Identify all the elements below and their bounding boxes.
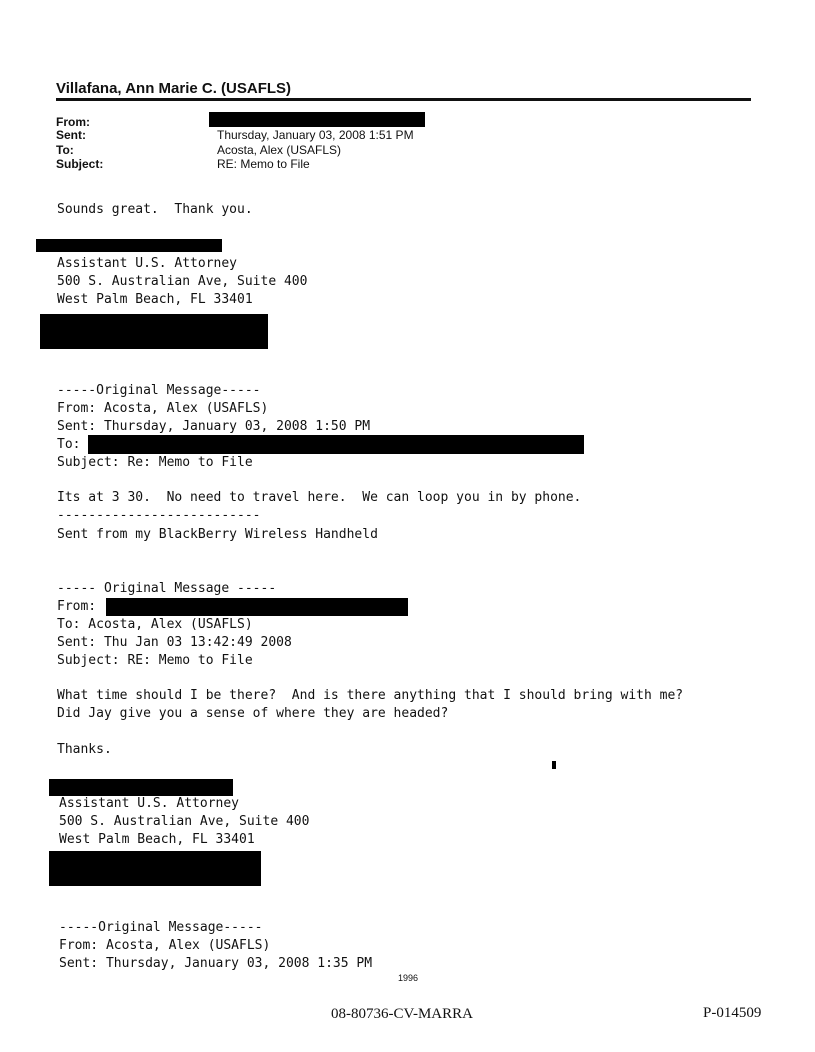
- signature2-city: West Palm Beach, FL 33401: [59, 832, 255, 847]
- sent-value: Thursday, January 03, 2008 1:51 PM: [217, 128, 414, 142]
- reply-text: Sounds great. Thank you.: [57, 202, 253, 217]
- redaction-sig1-name: [36, 239, 222, 252]
- msg2-subject: Subject: RE: Memo to File: [57, 653, 253, 668]
- msg2-from: From:: [57, 599, 97, 614]
- sender-name-heading: Villafana, Ann Marie C. (USAFLS): [56, 80, 292, 97]
- msg2-text2: Did Jay give you a sense of where they are headed?: [57, 706, 449, 721]
- signature2-address: 500 S. Australian Ave, Suite 400: [59, 814, 310, 829]
- redaction-sig2-name: [49, 779, 233, 796]
- signature1-address: 500 S. Australian Ave, Suite 400: [57, 274, 308, 289]
- redaction-sig2-phone: [49, 851, 261, 886]
- msg3-sent: Sent: Thursday, January 03, 2008 1:35 PM: [59, 956, 373, 971]
- case-number: 08-80736-CV-MARRA: [331, 1006, 473, 1022]
- msg1-text: Its at 3 30. No need to travel here. We can loop you in by phone.: [57, 490, 582, 505]
- signature1-city: West Palm Beach, FL 33401: [57, 292, 253, 307]
- signature2-title: Assistant U.S. Attorney: [59, 796, 240, 811]
- msg1-separator: -----Original Message-----: [57, 383, 261, 398]
- to-label: To:: [56, 143, 74, 157]
- redaction-msg1-to: [88, 435, 584, 454]
- msg2-text1: What time should I be there? And is there anything that I should bring with me?: [57, 688, 684, 703]
- msg1-to: To:: [57, 437, 81, 452]
- subject-value: RE: Memo to File: [217, 157, 310, 171]
- msg1-dashes: --------------------------: [57, 508, 261, 523]
- msg2-sent: Sent: Thu Jan 03 13:42:49 2008: [57, 635, 292, 650]
- redaction-sig1-phone: [40, 314, 268, 349]
- msg1-footer: Sent from my BlackBerry Wireless Handheld: [57, 527, 378, 542]
- bates-number: P-014509: [703, 1005, 762, 1021]
- msg2-thanks: Thanks.: [57, 742, 112, 757]
- signature1-title: Assistant U.S. Attorney: [57, 256, 238, 271]
- msg2-separator: ----- Original Message -----: [57, 581, 277, 596]
- header-rule: [56, 98, 751, 101]
- redaction-from: [209, 112, 425, 127]
- msg1-from: From: Acosta, Alex (USAFLS): [57, 401, 269, 416]
- msg1-subject: Subject: Re: Memo to File: [57, 455, 253, 470]
- msg2-to: To: Acosta, Alex (USAFLS): [57, 617, 253, 632]
- msg1-sent: Sent: Thursday, January 03, 2008 1:50 PM: [57, 419, 371, 434]
- subject-label: Subject:: [56, 157, 104, 171]
- msg3-from: From: Acosta, Alex (USAFLS): [59, 938, 271, 953]
- scan-mark: [552, 761, 556, 769]
- sent-label: Sent:: [56, 128, 86, 142]
- to-value: Acosta, Alex (USAFLS): [217, 143, 342, 157]
- page-number: 1996: [398, 973, 419, 983]
- msg3-separator: -----Original Message-----: [59, 920, 263, 935]
- redaction-msg2-from: [106, 598, 408, 616]
- from-label: From:: [56, 115, 90, 129]
